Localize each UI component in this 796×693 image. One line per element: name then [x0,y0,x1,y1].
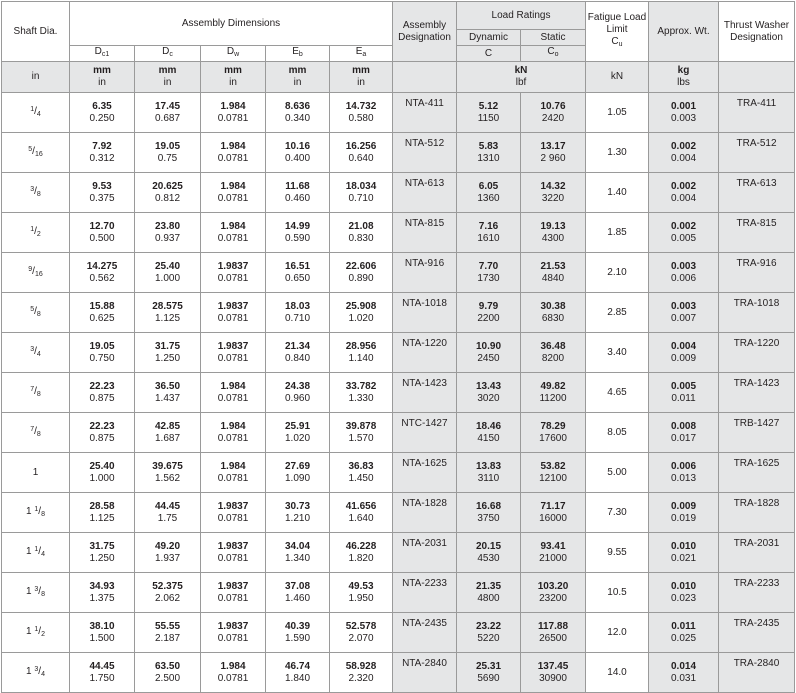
cell-dw: 1.984 0.0781 [201,413,266,453]
cell-dc: 23.80 0.937 [135,213,201,253]
cell-dc: 42.85 1.687 [135,413,201,453]
cell-eb: 24.38 0.960 [266,373,330,413]
cell-eb: 37.08 1.460 [266,573,330,613]
col-header-dc1: $D_{c1}$ [70,46,135,62]
cell-static-rating: 36.48 8200 [521,333,586,373]
cell-shaft-dia: $^7/_8$ [2,373,70,413]
cell-dw: 1.984 0.0781 [201,173,266,213]
col-header-c-static: $C_o$ [521,46,586,62]
cell-thrust-washer: TRA-1625 [719,453,795,493]
cell-static-rating: 71.17 16000 [521,493,586,533]
cell-dynamic-rating: 9.79 2200 [457,293,521,333]
col-header-assembly-dimensions: Assembly Dimensions [70,2,393,46]
cell-static-rating: 117.88 26500 [521,613,586,653]
cell-dc: 17.45 0.687 [135,93,201,133]
cell-dc1: 22.23 0.875 [70,373,135,413]
cell-dynamic-rating: 6.05 1360 [457,173,521,213]
cell-shaft-dia: $^7/_8$ [2,413,70,453]
units-row [2,62,795,93]
cell-dc1: 19.05 0.750 [70,333,135,373]
cell-dc1: 25.40 1.000 [70,453,135,493]
cell-dw: 1.9837 0.0781 [201,253,266,293]
col-header-fatigue-load-limit: Fatigue Load Limit $C_u$ [586,2,649,62]
table-row [2,173,795,213]
cell-dc: 49.20 1.937 [135,533,201,573]
cell-ea: 21.08 0.830 [330,213,393,253]
cell-static-rating: 103.20 23200 [521,573,586,613]
cell-thrust-washer: TRA-916 [719,253,795,293]
table-row [2,533,795,573]
cell-eb: 27.69 1.090 [266,453,330,493]
cell-dw: 1.9837 0.0781 [201,613,266,653]
cell-assembly-designation: NTA-1220 [393,333,457,373]
table-row [2,453,795,493]
cell-assembly-designation: NTA-1625 [393,453,457,493]
cell-static-rating: 10.76 2420 [521,93,586,133]
unit-eb: mm in [266,62,330,93]
cell-static-rating: 137.45 30900 [521,653,586,693]
cell-assembly-designation: NTA-916 [393,253,457,293]
cell-dw: 1.984 0.0781 [201,653,266,693]
cell-weight: 0.006 0.013 [649,453,719,493]
cell-dc: 39.675 1.562 [135,453,201,493]
cell-ea: 18.034 0.710 [330,173,393,213]
cell-fatigue-limit: 1.05 [586,93,649,133]
cell-ea: 16.256 0.640 [330,133,393,173]
cell-dc1: 22.23 0.875 [70,413,135,453]
col-header-shaft-dia: Shaft Dia. [2,2,70,62]
col-header-dc: $D_c$ [135,46,201,62]
cell-fatigue-limit: 5.00 [586,453,649,493]
cell-thrust-washer: TRA-613 [719,173,795,213]
cell-weight: 0.009 0.019 [649,493,719,533]
cell-dc1: 34.93 1.375 [70,573,135,613]
unit-dw: mm in [201,62,266,93]
cell-weight: 0.002 0.004 [649,133,719,173]
cell-weight: 0.005 0.011 [649,373,719,413]
cell-dc: 55.55 2.187 [135,613,201,653]
cell-thrust-washer: TRA-1828 [719,493,795,533]
cell-thrust-washer: TRA-2233 [719,573,795,613]
cell-fatigue-limit: 1.85 [586,213,649,253]
cell-shaft-dia: $^3/_4$ [2,333,70,373]
cell-dw: 1.9837 0.0781 [201,293,266,333]
cell-dw: 1.9837 0.0781 [201,533,266,573]
cell-dynamic-rating: 23.22 5220 [457,613,521,653]
cell-ea: 46.228 1.820 [330,533,393,573]
cell-dynamic-rating: 20.15 4530 [457,533,521,573]
col-header-eb: $E_b$ [266,46,330,62]
col-header-dynamic: Dynamic [457,30,521,46]
unit-weight: kg lbs [649,62,719,93]
cell-fatigue-limit: 7.30 [586,493,649,533]
table-row [2,333,795,373]
cell-eb: 34.04 1.340 [266,533,330,573]
cell-dynamic-rating: 5.83 1310 [457,133,521,173]
cell-assembly-designation: NTA-1423 [393,373,457,413]
col-header-dw: $D_w$ [201,46,266,62]
cell-ea: 22.606 0.890 [330,253,393,293]
cell-dw: 1.984 0.0781 [201,213,266,253]
cell-shaft-dia: $^5/_{16}$ [2,133,70,173]
cell-dc1: 9.53 0.375 [70,173,135,213]
cell-dynamic-rating: 13.83 3110 [457,453,521,493]
cell-fatigue-limit: 3.40 [586,333,649,373]
cell-shaft-dia: 1 [2,453,70,493]
cell-static-rating: 30.38 6830 [521,293,586,333]
cell-ea: 52.578 2.070 [330,613,393,653]
cell-dw: 1.9837 0.0781 [201,493,266,533]
cell-weight: 0.003 0.006 [649,253,719,293]
cell-dc1: 7.92 0.312 [70,133,135,173]
cell-eb: 10.16 0.400 [266,133,330,173]
cell-eb: 16.51 0.650 [266,253,330,293]
cell-eb: 30.73 1.210 [266,493,330,533]
cell-static-rating: 53.82 12100 [521,453,586,493]
table-row [2,373,795,413]
cell-eb: 14.99 0.590 [266,213,330,253]
cell-dynamic-rating: 21.35 4800 [457,573,521,613]
unit-assembly [393,62,457,93]
cell-dc: 25.40 1.000 [135,253,201,293]
cell-ea: 39.878 1.570 [330,413,393,453]
cell-thrust-washer: TRA-512 [719,133,795,173]
cell-ea: 25.908 1.020 [330,293,393,333]
cell-dc1: 14.275 0.562 [70,253,135,293]
cell-thrust-washer: TRA-1018 [719,293,795,333]
unit-load-ratings: kN lbf [457,62,586,93]
cell-assembly-designation: NTA-1828 [393,493,457,533]
cell-dynamic-rating: 10.90 2450 [457,333,521,373]
cell-ea: 49.53 1.950 [330,573,393,613]
cell-static-rating: 49.82 11200 [521,373,586,413]
cell-assembly-designation: NTA-815 [393,213,457,253]
cell-dynamic-rating: 7.16 1610 [457,213,521,253]
cell-fatigue-limit: 1.40 [586,173,649,213]
cell-dc: 28.575 1.125 [135,293,201,333]
col-header-ea: $E_a$ [330,46,393,62]
unit-washer [719,62,795,93]
cell-ea: 41.656 1.640 [330,493,393,533]
table-row [2,253,795,293]
cell-dc1: 12.70 0.500 [70,213,135,253]
cell-static-rating: 14.32 3220 [521,173,586,213]
cell-dc1: 38.10 1.500 [70,613,135,653]
table-row [2,493,795,533]
cell-assembly-designation: NTA-2233 [393,573,457,613]
cell-shaft-dia: $^3/_8$ [2,173,70,213]
cell-weight: 0.003 0.007 [649,293,719,333]
cell-assembly-designation: NTA-2031 [393,533,457,573]
cell-ea: 36.83 1.450 [330,453,393,493]
cell-eb: 11.68 0.460 [266,173,330,213]
col-header-static: Static [521,30,586,46]
cell-assembly-designation: NTA-1018 [393,293,457,333]
cell-dw: 1.9837 0.0781 [201,333,266,373]
cell-dw: 1.9837 0.0781 [201,573,266,613]
cell-fatigue-limit: 12.0 [586,613,649,653]
cell-dynamic-rating: 18.46 4150 [457,413,521,453]
cell-dynamic-rating: 25.31 5690 [457,653,521,693]
col-header-approx-wt: Approx. Wt. [649,2,719,62]
cell-weight: 0.014 0.031 [649,653,719,693]
table-row [2,613,795,653]
cell-weight: 0.011 0.025 [649,613,719,653]
cell-assembly-designation: NTA-411 [393,93,457,133]
cell-thrust-washer: TRA-815 [719,213,795,253]
cell-eb: 8.636 0.340 [266,93,330,133]
cell-shaft-dia: 1 $^1/_2$ [2,613,70,653]
cell-static-rating: 93.41 21000 [521,533,586,573]
cell-dc1: 15.88 0.625 [70,293,135,333]
cell-fatigue-limit: 10.5 [586,573,649,613]
table-row [2,93,795,133]
cell-fatigue-limit: 2.85 [586,293,649,333]
cell-weight: 0.004 0.009 [649,333,719,373]
cell-dc1: 44.45 1.750 [70,653,135,693]
cell-fatigue-limit: 8.05 [586,413,649,453]
unit-dc1: mm in [70,62,135,93]
table-row [2,213,795,253]
cell-dc1: 6.35 0.250 [70,93,135,133]
cell-thrust-washer: TRA-1423 [719,373,795,413]
cell-dc1: 31.75 1.250 [70,533,135,573]
cell-weight: 0.010 0.023 [649,573,719,613]
cell-shaft-dia: 1 $^3/_8$ [2,573,70,613]
cell-assembly-designation: NTA-512 [393,133,457,173]
table-row [2,653,795,693]
cell-weight: 0.008 0.017 [649,413,719,453]
cell-assembly-designation: NTA-2435 [393,613,457,653]
cell-dc: 31.75 1.250 [135,333,201,373]
col-header-thrust-washer: Thrust Washer Designation [719,2,795,62]
cell-assembly-designation: NTA-613 [393,173,457,213]
col-header-load-ratings: Load Ratings [457,2,586,30]
table-row [2,573,795,613]
cell-eb: 40.39 1.590 [266,613,330,653]
cell-static-rating: 21.53 4840 [521,253,586,293]
cell-shaft-dia: 1 $^3/_4$ [2,653,70,693]
cell-shaft-dia: 1 $^1/_4$ [2,533,70,573]
cell-ea: 28.956 1.140 [330,333,393,373]
col-header-assembly-designation: Assembly Designation [393,2,457,62]
unit-shaft: in [2,62,70,93]
cell-fatigue-limit: 4.65 [586,373,649,413]
cell-eb: 25.91 1.020 [266,413,330,453]
cell-dw: 1.984 0.0781 [201,93,266,133]
cell-dc: 44.45 1.75 [135,493,201,533]
cell-assembly-designation: NTC-1427 [393,413,457,453]
cell-ea: 14.732 0.580 [330,93,393,133]
cell-dynamic-rating: 5.12 1150 [457,93,521,133]
cell-thrust-washer: TRA-411 [719,93,795,133]
cell-dc: 63.50 2.500 [135,653,201,693]
unit-fatigue: kN [586,62,649,93]
cell-fatigue-limit: 1.30 [586,133,649,173]
cell-shaft-dia: $^9/_{16}$ [2,253,70,293]
cell-fatigue-limit: 2.10 [586,253,649,293]
cell-dw: 1.984 0.0781 [201,373,266,413]
cell-weight: 0.002 0.004 [649,173,719,213]
cell-dynamic-rating: 7.70 1730 [457,253,521,293]
table-row [2,133,795,173]
cell-dc: 20.625 0.812 [135,173,201,213]
cell-shaft-dia: $^1/_4$ [2,93,70,133]
cell-dynamic-rating: 16.68 3750 [457,493,521,533]
cell-fatigue-limit: 9.55 [586,533,649,573]
cell-static-rating: 78.29 17600 [521,413,586,453]
cell-static-rating: 13.17 2 960 [521,133,586,173]
cell-thrust-washer: TRB-1427 [719,413,795,453]
cell-dc: 19.05 0.75 [135,133,201,173]
cell-dc: 52.375 2.062 [135,573,201,613]
cell-fatigue-limit: 14.0 [586,653,649,693]
cell-ea: 58.928 2.320 [330,653,393,693]
bearing-spec-table [1,1,795,693]
cell-assembly-designation: NTA-2840 [393,653,457,693]
cell-thrust-washer: TRA-2435 [719,613,795,653]
cell-dw: 1.984 0.0781 [201,453,266,493]
cell-dw: 1.984 0.0781 [201,133,266,173]
cell-shaft-dia: $^5/_8$ [2,293,70,333]
cell-weight: 0.002 0.005 [649,213,719,253]
cell-thrust-washer: TRA-2031 [719,533,795,573]
cell-weight: 0.010 0.021 [649,533,719,573]
cell-shaft-dia: $^1/_2$ [2,213,70,253]
unit-dc: mm in [135,62,201,93]
cell-dc: 36.50 1.437 [135,373,201,413]
col-header-c-dynamic: C [457,46,521,62]
cell-ea: 33.782 1.330 [330,373,393,413]
cell-shaft-dia: 1 $^1/_8$ [2,493,70,533]
cell-weight: 0.001 0.003 [649,93,719,133]
table-row [2,413,795,453]
cell-eb: 21.34 0.840 [266,333,330,373]
cell-thrust-washer: TRA-2840 [719,653,795,693]
cell-thrust-washer: TRA-1220 [719,333,795,373]
unit-ea: mm in [330,62,393,93]
cell-eb: 46.74 1.840 [266,653,330,693]
cell-dc1: 28.58 1.125 [70,493,135,533]
cell-static-rating: 19.13 4300 [521,213,586,253]
table-row [2,293,795,333]
cell-dynamic-rating: 13.43 3020 [457,373,521,413]
cell-eb: 18.03 0.710 [266,293,330,333]
